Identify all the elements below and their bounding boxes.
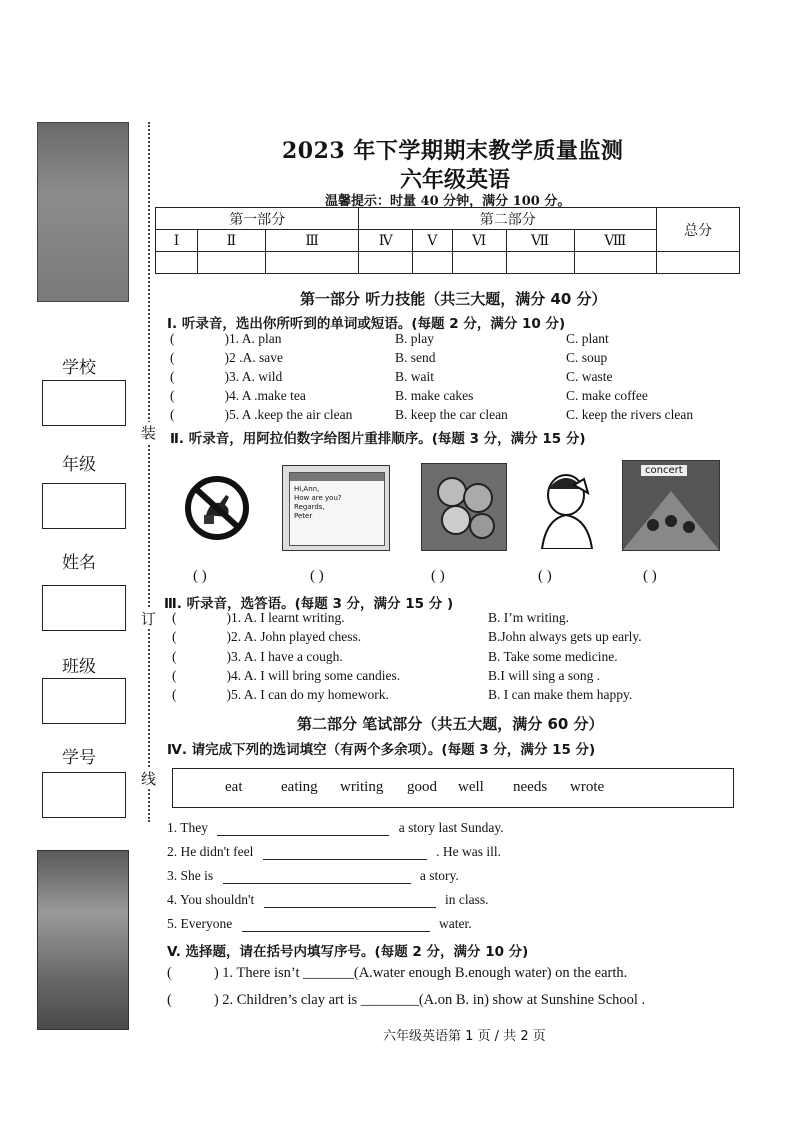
score-cell[interactable] <box>412 252 452 274</box>
answer-slot[interactable]: ( ) <box>643 568 657 584</box>
no-pets-sign-icon <box>184 475 250 541</box>
q1-row: ( )5. A .keep the air clean B. keep the car clean C. keep the rivers clean <box>170 407 694 422</box>
concert-icon: concert <box>622 460 720 551</box>
fill-blank[interactable] <box>263 845 427 860</box>
name-field[interactable] <box>42 585 126 631</box>
q2-heading: Ⅱ. 听录音，用阿拉伯数字给图片重排顺序。(每题 3 分，满分 15 分) <box>170 431 586 447</box>
binding-strip-bottom <box>37 850 129 1030</box>
sick-boy-icon <box>534 463 600 549</box>
score-col: Ⅷ <box>574 230 656 252</box>
student-id-label: 学号 <box>62 748 96 768</box>
exam-hint: 温馨提示：时量 40 分钟，满分 100 分。 <box>325 194 571 209</box>
exam-title: 2023 年下学期期末教学质量监测 <box>282 138 624 164</box>
score-cell[interactable] <box>574 252 656 274</box>
exam-subtitle: 六年级英语 <box>400 167 511 193</box>
email-screen-icon: Hi,Ann, How are you? Regards, Peter <box>282 465 390 551</box>
score-part2-header: 第二部分 <box>359 208 657 230</box>
binding-char-xian: 线 <box>141 770 157 788</box>
q3-heading: Ⅲ. 听录音，选答语。(每题 3 分，满分 15 分 ) <box>164 596 454 612</box>
score-cell[interactable] <box>452 252 506 274</box>
page-footer: 六年级英语第 1 页 / 共 2 页 <box>383 1029 546 1044</box>
q4-sentence: 2. He didn't feel . He was ill. <box>167 844 502 859</box>
q5-row: ( ) 2. Children’s clay art is ________(A.on B. in) show at Sunshine School . <box>167 992 646 1008</box>
score-cell[interactable] <box>156 252 198 274</box>
word-bank-item: well <box>458 779 484 795</box>
answer-slot[interactable]: ( ) <box>193 568 207 584</box>
q3-row: ( )1. A. I learnt writing. B. I’m writing. <box>172 610 569 625</box>
answer-slot[interactable]: ( ) <box>310 568 324 584</box>
score-col: Ⅴ <box>412 230 452 252</box>
q3-row: ( )3. A. I have a cough. B. Take some medicine. <box>172 649 618 664</box>
q4-heading: Ⅳ. 请完成下列的选词填空（有两个多余项）。(每题 3 分，满分 15 分) <box>167 742 596 758</box>
word-bank-item: needs <box>513 779 548 795</box>
word-bank-item: eat <box>225 779 243 795</box>
fill-blank[interactable] <box>242 917 430 932</box>
binding-line <box>148 122 150 822</box>
class-field[interactable] <box>42 678 126 724</box>
q4-sentence: 1. They a story last Sunday. <box>167 820 504 835</box>
score-cell[interactable] <box>359 252 413 274</box>
score-col: Ⅰ <box>156 230 198 252</box>
q3-row: ( )4. A. I will bring some candies. B.I will sing a song . <box>172 668 601 683</box>
score-table <box>155 207 740 274</box>
q4-sentence: 3. She is a story. <box>167 868 459 883</box>
answer-slot[interactable]: ( ) <box>538 568 552 584</box>
fill-blank[interactable] <box>217 821 389 836</box>
score-cell[interactable] <box>265 252 359 274</box>
part2-heading: 第二部分 笔试部分（共五大题，满分 60 分） <box>297 715 604 733</box>
binding-strip-top <box>37 122 129 302</box>
q1-row: ( )4. A .make tea B. make cakes C. make coffee <box>170 388 648 403</box>
answer-slot[interactable]: ( ) <box>431 568 445 584</box>
grade-label: 年级 <box>62 455 96 475</box>
score-col: Ⅵ <box>452 230 506 252</box>
student-id-field[interactable] <box>42 772 126 818</box>
q1-row: ( )3. A. wild B. wait C. waste <box>170 369 613 384</box>
q1-row: ( )1. A. plan B. play C. plant <box>170 331 609 346</box>
score-cell[interactable] <box>198 252 266 274</box>
word-bank-item: good <box>407 779 437 795</box>
class-label: 班级 <box>62 657 96 677</box>
mooncakes-icon <box>421 463 507 551</box>
binding-char-zhuang: 装 <box>141 424 157 442</box>
score-col: Ⅶ <box>506 230 574 252</box>
school-field[interactable] <box>42 380 126 426</box>
part1-heading: 第一部分 听力技能（共三大题，满分 40 分） <box>300 290 607 308</box>
q5-heading: V. 选择题，请在括号内填写序号。(每题 2 分，满分 10 分) <box>167 944 529 960</box>
q5-row: ( ) 1. There isn’t _______(A.water enough B.enough water) on the earth. <box>167 965 628 981</box>
word-bank-item: eating <box>281 779 318 795</box>
score-col: Ⅳ <box>359 230 413 252</box>
score-cell[interactable] <box>506 252 574 274</box>
score-col: Ⅲ <box>265 230 359 252</box>
word-bank-item: wrote <box>570 779 605 795</box>
score-total-cell[interactable] <box>657 252 740 274</box>
q3-row: ( )5. A. I can do my homework. B. I can make them happy. <box>172 687 633 702</box>
q4-sentence: 5. Everyone water. <box>167 916 472 931</box>
school-label: 学校 <box>62 358 96 378</box>
q1-heading: Ⅰ. 听录音，选出你所听到的单词或短语。(每题 2 分，满分 10 分) <box>167 316 566 332</box>
fill-blank[interactable] <box>264 893 436 908</box>
score-total-header: 总分 <box>657 208 740 252</box>
name-label: 姓名 <box>62 553 96 573</box>
binding-char-ding: 订 <box>141 610 157 628</box>
word-bank <box>172 768 734 808</box>
q1-row: ( )2 .A. save B. send C. soup <box>170 350 608 365</box>
q3-row: ( )2. A. John played chess. B.John always gets up early. <box>172 629 642 644</box>
q4-sentence: 4. You shouldn't in class. <box>167 892 489 907</box>
fill-blank[interactable] <box>223 869 411 884</box>
grade-field[interactable] <box>42 483 126 529</box>
word-bank-item: writing <box>340 779 384 795</box>
score-col: Ⅱ <box>198 230 266 252</box>
score-part1-header: 第一部分 <box>156 208 359 230</box>
